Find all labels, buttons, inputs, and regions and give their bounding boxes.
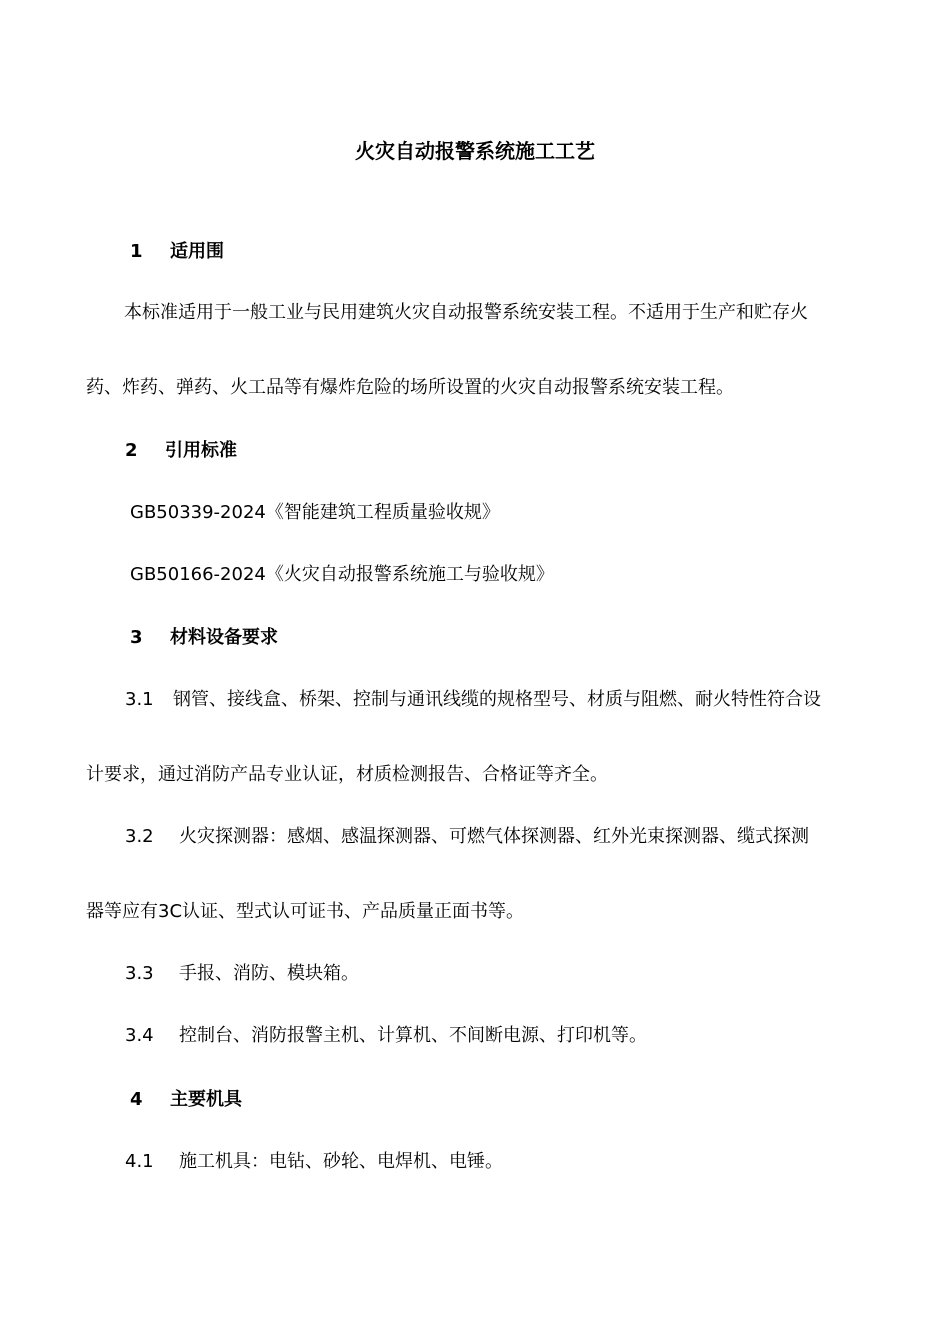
paragraph-line: 本标准适用于一般工业与民用建筑火灾自动报警系统安装工程。不适用于生产和贮存火 [124,302,808,323]
section-title: 主要机具 [170,1089,242,1110]
list-item [125,1024,647,1048]
section-heading [130,240,224,264]
document-title: 火灾自动报警系统施工工艺 [355,139,595,163]
paragraph-line: 药、炸药、弹药、火工品等有爆炸危险的场所设置的火灾自动报警系统安装工程。 [86,377,734,398]
section-number: 1 [130,241,143,262]
item-text: 手报、消防、模块箱。 [179,963,359,984]
list-item [125,688,821,712]
item-text: 火灾探测器：感烟、感温探测器、可燃气体探测器、红外光束探测器、缆式探测 [179,826,809,847]
section-title: 材料设备要求 [170,627,278,648]
item-number: 3.2 [125,826,154,847]
item-number: 3.1 [125,689,154,710]
item-text-continuation: 计要求，通过消防产品专业认证，材质检测报告、合格证等齐全。 [86,764,608,785]
item-text: 施工机具：电钻、砂轮、电焊机、电锤。 [179,1151,503,1172]
section-heading [125,439,237,463]
list-item [125,962,359,986]
reference-standard: GB50166-2024《火灾自动报警系统施工与验收规》 [130,564,554,585]
item-text: 钢管、接线盒、桥架、控制与通讯线缆的规格型号、材质与阻燃、耐火特性符合设 [173,689,821,710]
section-number: 3 [130,627,143,648]
section-number: 2 [125,440,138,461]
item-number: 3.4 [125,1025,154,1046]
section-title: 适用围 [170,241,224,262]
list-item [125,1150,503,1174]
item-number: 3.3 [125,963,154,984]
item-text-continuation: 器等应有3C认证、型式认可证书、产品质量正面书等。 [86,901,525,922]
reference-standard: GB50339-2024《智能建筑工程质量验收规》 [130,502,500,523]
item-text: 控制台、消防报警主机、计算机、不间断电源、打印机等。 [179,1025,647,1046]
section-number: 4 [130,1089,143,1110]
section-title: 引用标准 [165,440,237,461]
section-heading [130,626,278,650]
list-item [125,825,809,849]
item-number: 4.1 [125,1151,154,1172]
section-heading [130,1088,242,1112]
